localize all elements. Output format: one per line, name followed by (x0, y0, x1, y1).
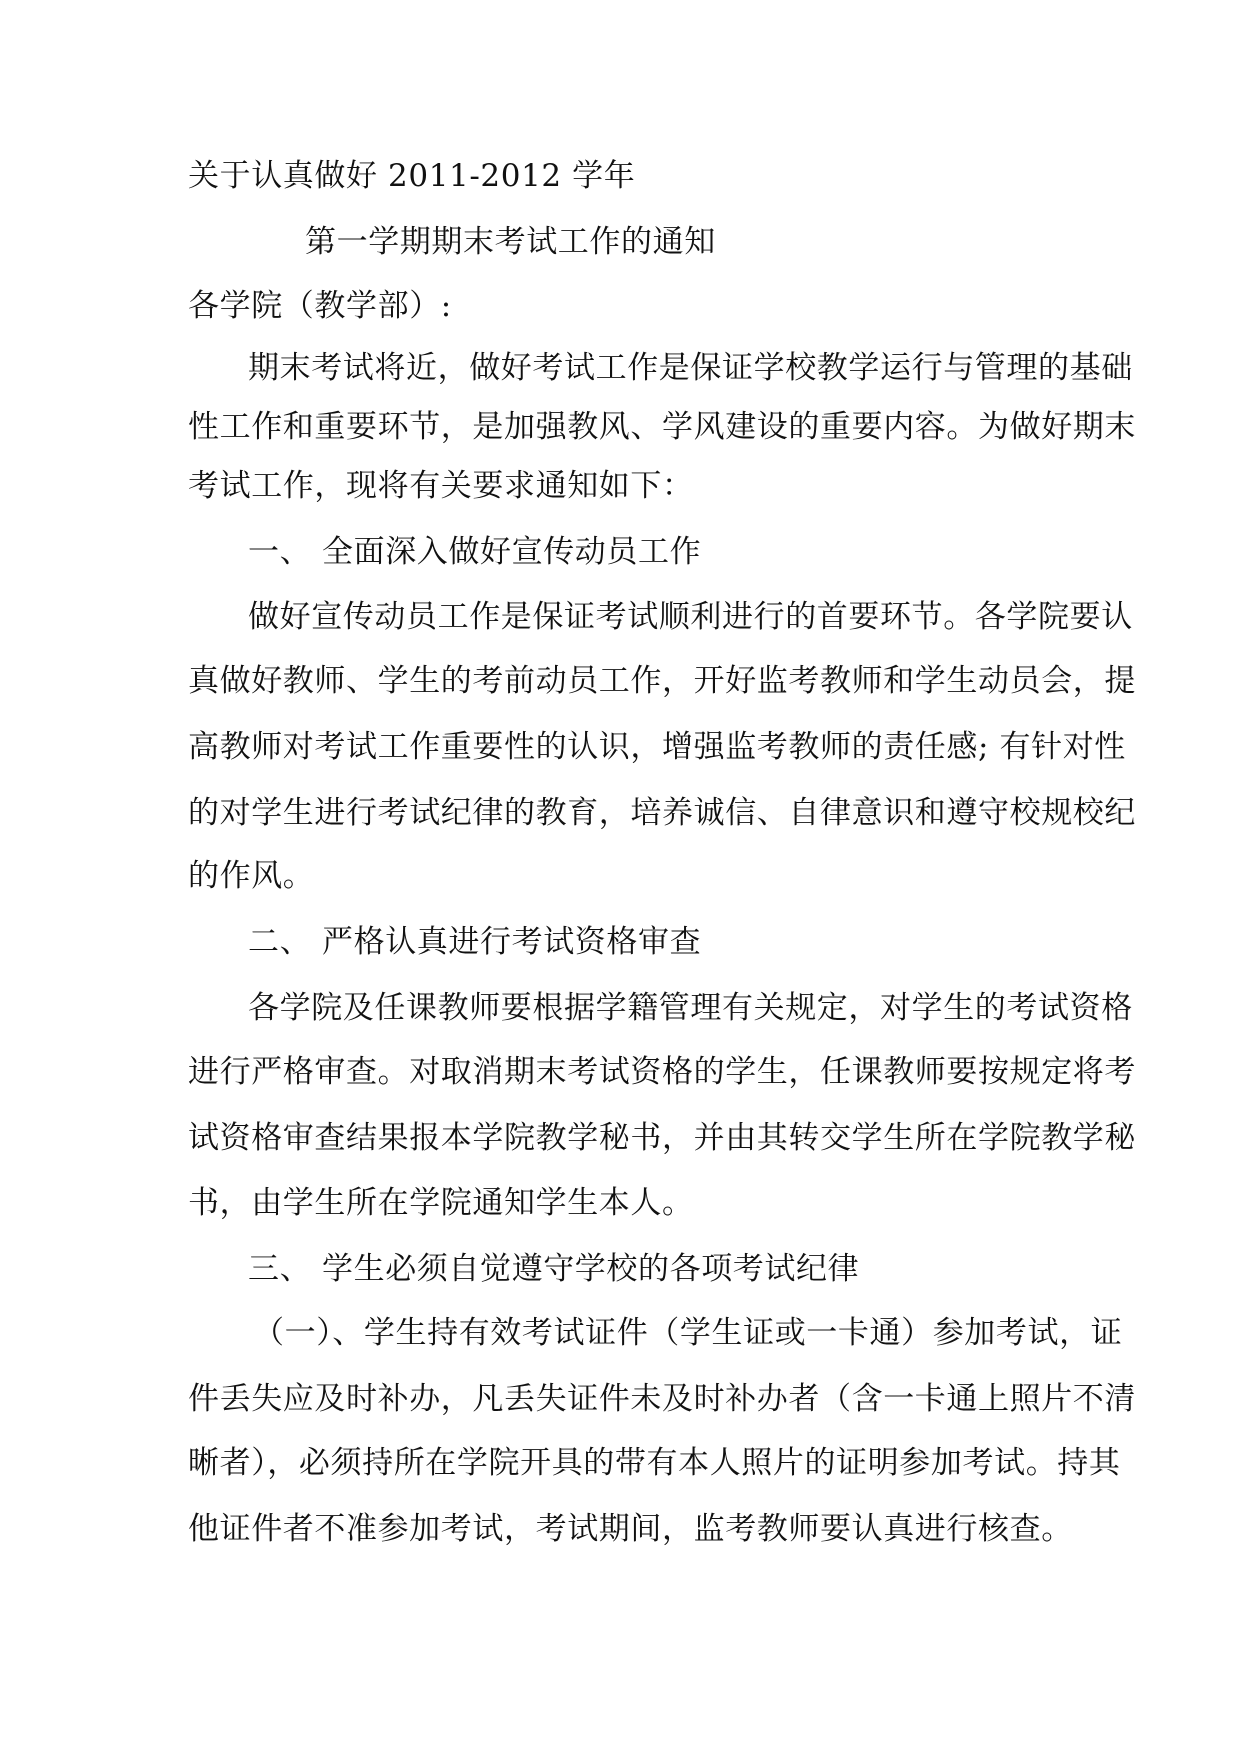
section1-line-1: 做好宣传动员工作是保证考试顺利进行的首要环节。各学院要认 (248, 599, 1133, 635)
section3-item1-line-1: （一）、学生持有效考试证件（学生证或一卡通）参加考试，证 (253, 1315, 1123, 1351)
section3-item1-line-4: 他证件者不准参加考试，考试期间，监考教师要认真进行核查。 (188, 1511, 1073, 1547)
section1-line-2: 真做好教师、学生的考前动员工作，开好监考教师和学生动员会，提 (188, 663, 1136, 699)
section2-line-3: 试资格审查结果报本学院教学秘书，并由其转交学生所在学院教学秘 (188, 1120, 1136, 1156)
section1-number: 一、 (248, 534, 312, 570)
section2-line-2: 进行严格审查。对取消期末考试资格的学生，任课教师要按规定将考 (188, 1054, 1136, 1090)
title-line-2: 第一学期期末考试工作的通知 (305, 224, 716, 260)
section3-heading: 学生必须自觉遵守学校的各项考试纪律 (322, 1251, 860, 1287)
section1-line-4: 的对学生进行考试纪律的教育，培养诚信、自律意识和遵守校规校纪 (188, 795, 1136, 831)
section2-number: 二、 (248, 924, 312, 960)
section2-line-4: 书，由学生所在学院通知学生本人。 (188, 1185, 694, 1221)
section1-line-3: 高教师对考试工作重要性的认识，增强监考教师的责任感; 有针对性 (188, 729, 1126, 765)
intro-line-2: 性工作和重要环节，是加强教风、学风建设的重要内容。为做好期末 (188, 409, 1136, 445)
section3-item1-line-2: 件丢失应及时补办，凡丢失证件未及时补办者（含一卡通上照片不清 (188, 1381, 1136, 1417)
intro-line-3: 考试工作，现将有关要求通知如下： (188, 468, 694, 504)
section2-line-1: 各学院及任课教师要根据学籍管理有关规定，对学生的考试资格 (248, 990, 1133, 1026)
section1-heading: 全面深入做好宣传动员工作 (322, 534, 702, 570)
section2-heading: 严格认真进行考试资格审查 (322, 924, 702, 960)
section1-line-5: 的作风。 (188, 858, 315, 894)
section3-item1-line-3: 晰者），必须持所在学院开具的带有本人照片的证明参加考试。持其 (188, 1445, 1121, 1481)
title-line-1: 关于认真做好 2011-2012 学年 (188, 158, 636, 194)
salutation: 各学院（教学部）: (188, 288, 452, 324)
section3-number: 三、 (248, 1251, 312, 1287)
intro-line-1: 期末考试将近，做好考试工作是保证学校教学运行与管理的基础 (248, 350, 1133, 386)
